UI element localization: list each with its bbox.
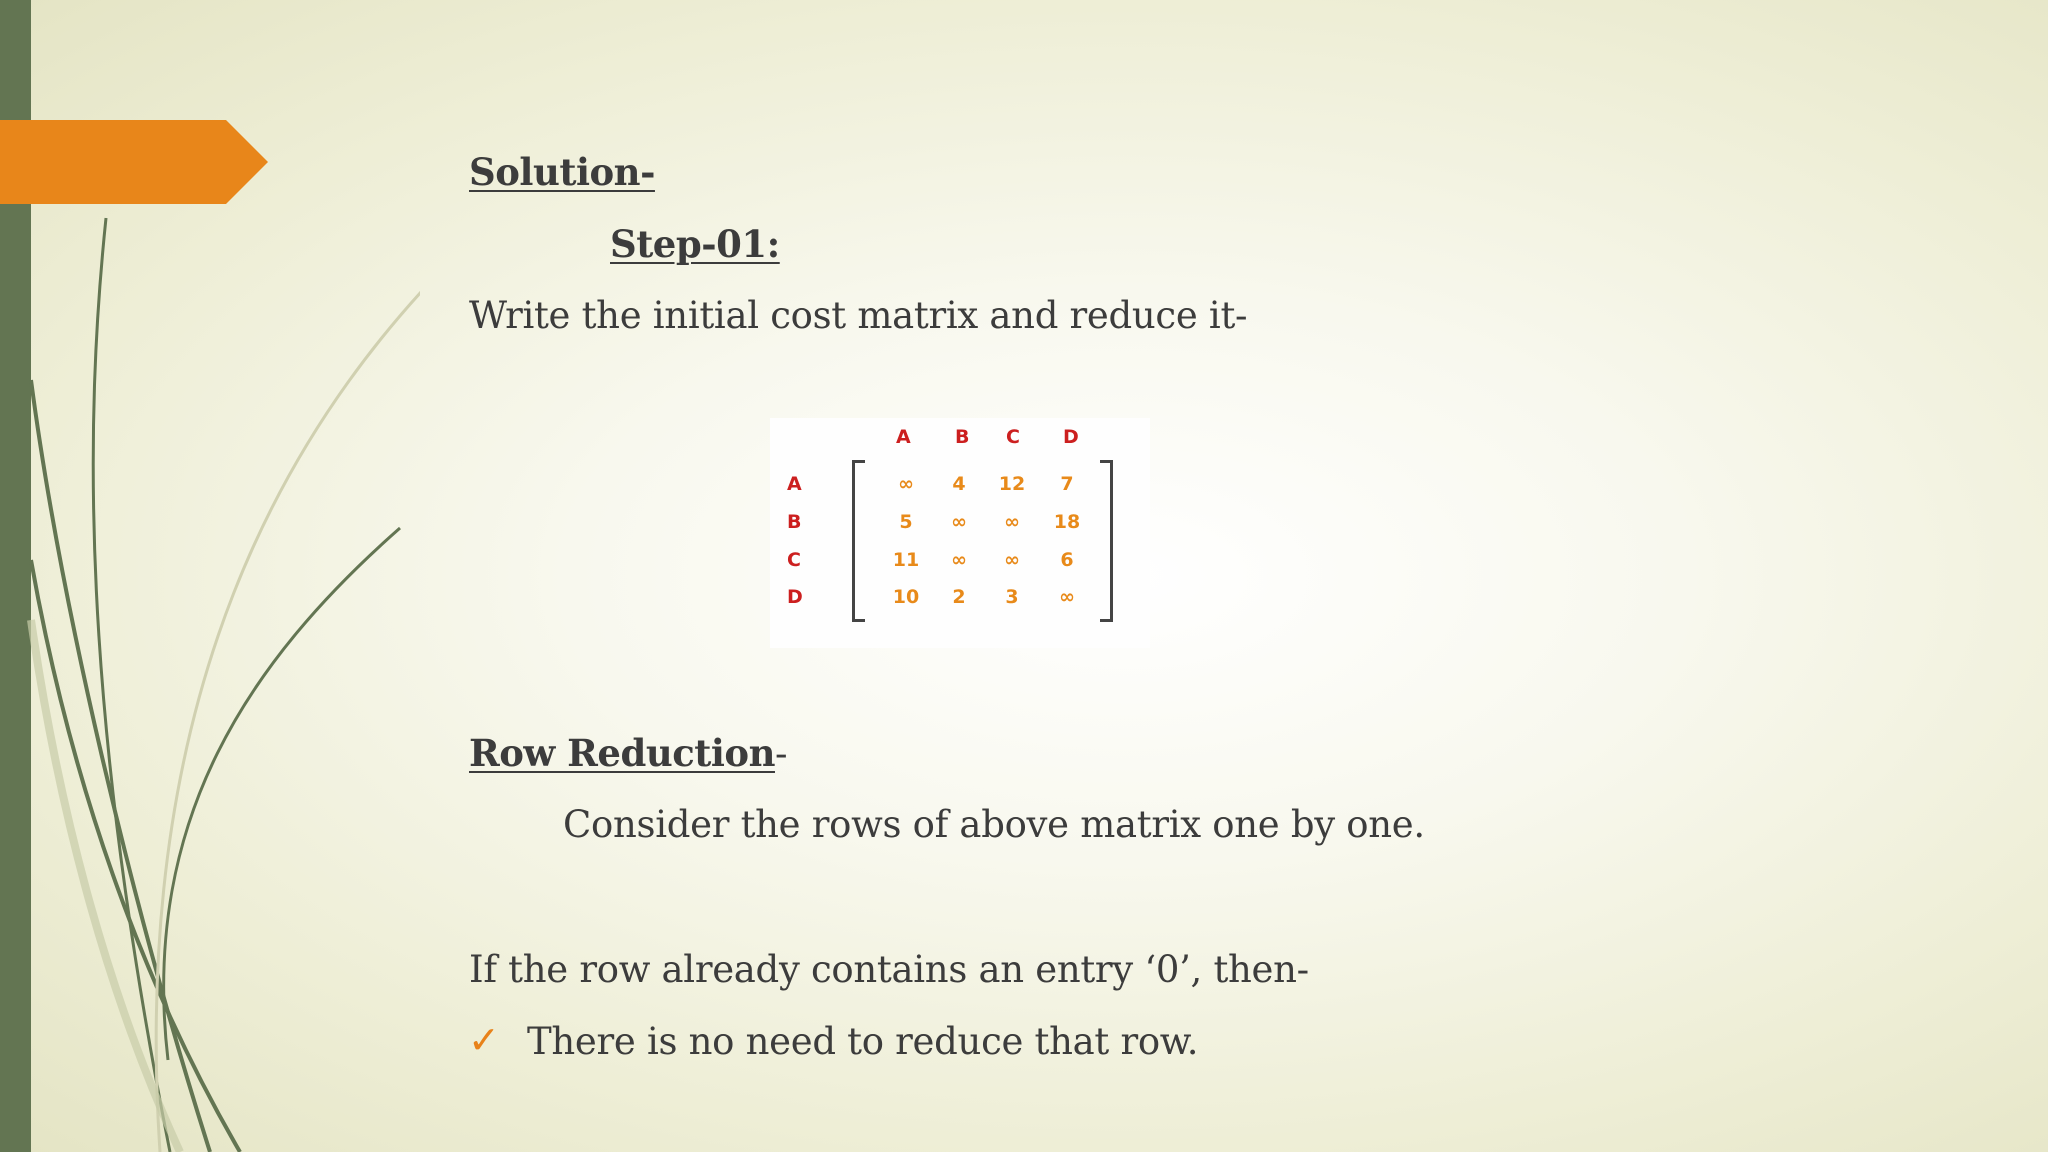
solution-heading: Solution-	[469, 150, 655, 194]
matrix-right-bracket	[1100, 460, 1113, 622]
matrix-row-label: A	[787, 473, 802, 495]
step-heading: Step-01:	[610, 222, 780, 266]
row-reduction-line	[469, 731, 787, 775]
if-row-text: If the row already contains an entry ‘0’, then-	[469, 948, 1309, 991]
matrix-cell: 10	[892, 586, 920, 608]
matrix-cell: 4	[952, 473, 966, 495]
matrix-cell: ∞	[951, 549, 967, 571]
matrix-cell: ∞	[1059, 586, 1075, 608]
matrix-col-label: D	[1063, 426, 1079, 448]
matrix-col-label: B	[955, 426, 970, 448]
row-reduction-dash: -	[774, 732, 788, 775]
matrix-row-label: D	[787, 586, 803, 608]
matrix-cell: 2	[952, 586, 966, 608]
matrix-cell: 7	[1060, 473, 1074, 495]
intro-text: Write the initial cost matrix and reduce it-	[469, 294, 1248, 337]
matrix-cell: 11	[892, 549, 920, 571]
matrix-cell: 3	[1005, 586, 1019, 608]
matrix-cell: ∞	[1004, 549, 1020, 571]
consider-text: Consider the rows of above matrix one by one.	[563, 803, 1425, 846]
cost-matrix-image	[770, 418, 1150, 648]
orange-tab-shape	[0, 120, 268, 204]
matrix-col-label: C	[1006, 426, 1020, 448]
matrix-cell: 12	[998, 473, 1026, 495]
matrix-row-label: C	[787, 549, 801, 571]
matrix-left-bracket	[852, 460, 865, 622]
bullet-text: There is no need to reduce that row.	[527, 1020, 1199, 1063]
matrix-cell: ∞	[898, 473, 914, 495]
checkmark-icon: ✓	[468, 1018, 500, 1062]
matrix-cell: 6	[1060, 549, 1074, 571]
row-reduction-heading: Row Reduction	[469, 731, 775, 775]
matrix-cell: ∞	[951, 511, 967, 533]
matrix-cell: 5	[899, 511, 913, 533]
matrix-row-label: B	[787, 511, 802, 533]
matrix-col-label: A	[896, 426, 911, 448]
matrix-cell: 18	[1053, 511, 1081, 533]
matrix-cell: ∞	[1004, 511, 1020, 533]
